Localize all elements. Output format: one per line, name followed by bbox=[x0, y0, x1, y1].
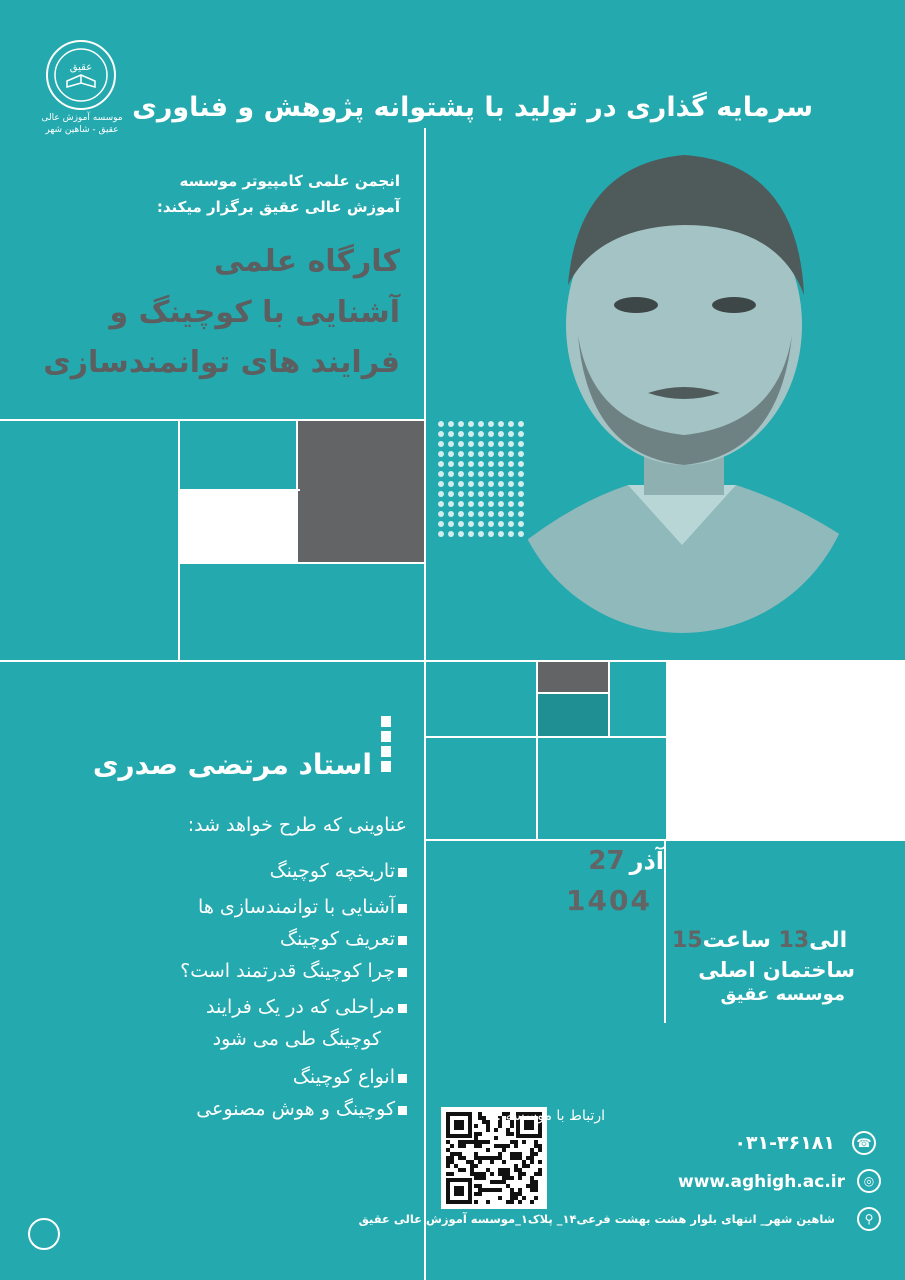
dot bbox=[518, 501, 524, 507]
dot bbox=[478, 521, 484, 527]
dot bbox=[478, 531, 484, 537]
topic-bullet bbox=[398, 968, 407, 977]
event-time-from: 13 bbox=[778, 928, 810, 953]
dot bbox=[458, 441, 464, 447]
dot bbox=[508, 481, 514, 487]
dot bbox=[488, 431, 494, 437]
dot bbox=[498, 521, 504, 527]
dot bbox=[468, 481, 474, 487]
dot bbox=[508, 531, 514, 537]
dot bbox=[518, 471, 524, 477]
speaker-marker bbox=[381, 716, 391, 780]
dot bbox=[448, 451, 454, 457]
speaker-name: استاد مرتضی صدری bbox=[92, 748, 372, 781]
dot bbox=[438, 471, 444, 477]
dot bbox=[478, 491, 484, 497]
block-divider-vertical bbox=[296, 421, 298, 562]
dot bbox=[458, 421, 464, 427]
dot bbox=[468, 451, 474, 457]
dot bbox=[478, 471, 484, 477]
grid-line-right-blocks-vertical-2 bbox=[608, 660, 610, 738]
book-seal-icon bbox=[51, 45, 111, 105]
dot bbox=[498, 421, 504, 427]
dot bbox=[438, 531, 444, 537]
dot bbox=[478, 461, 484, 467]
dot bbox=[448, 421, 454, 427]
dot bbox=[478, 421, 484, 427]
dot bbox=[488, 531, 494, 537]
dot bbox=[518, 461, 524, 467]
dot bbox=[438, 431, 444, 437]
dot bbox=[438, 481, 444, 487]
dot bbox=[508, 461, 514, 467]
intro-line-1: انجمن علمی کامپیوتر موسسه bbox=[179, 172, 400, 190]
topic-bullet bbox=[398, 1074, 407, 1083]
logo-caption-line2: عقیق - شاهین شهر bbox=[45, 125, 119, 135]
topic-item: تاریخچه کوچینگ bbox=[269, 860, 395, 882]
dot bbox=[448, 511, 454, 517]
contact-address: شاهین شهر_ انتهای بلوار هشت بهشت فرعی۱۴_ پلاک۱_موسسه آموزش عالی عقیق bbox=[358, 1212, 835, 1226]
dot bbox=[448, 531, 454, 537]
dot bbox=[488, 501, 494, 507]
event-year: 1404 bbox=[566, 884, 652, 917]
gray-block-upper bbox=[298, 421, 424, 562]
dot bbox=[438, 491, 444, 497]
dot bbox=[438, 421, 444, 427]
topic-item: چرا کوچینگ قدرتمند است؟ bbox=[180, 960, 395, 982]
dot bbox=[458, 481, 464, 487]
block-divider-small bbox=[536, 692, 610, 694]
topic-bullet bbox=[398, 936, 407, 945]
dot bbox=[468, 421, 474, 427]
topic-item: تعریف کوچینگ bbox=[279, 928, 395, 950]
dot bbox=[448, 471, 454, 477]
speaker-photo bbox=[508, 135, 856, 633]
dot bbox=[488, 461, 494, 467]
dot bbox=[458, 461, 464, 467]
dot bbox=[518, 531, 524, 537]
dot bbox=[488, 441, 494, 447]
dot bbox=[448, 441, 454, 447]
white-block-upper bbox=[180, 490, 296, 562]
headline: سرمایه گذاری در تولید با پشتوانه پژوهش و فناوری bbox=[132, 92, 813, 123]
event-month: آذر bbox=[629, 847, 664, 875]
dot bbox=[448, 431, 454, 437]
dot bbox=[478, 511, 484, 517]
dot bbox=[448, 491, 454, 497]
white-block-right bbox=[666, 662, 905, 839]
dot bbox=[488, 491, 494, 497]
phone-icon: ☎ bbox=[852, 1131, 876, 1155]
dark-teal-block bbox=[538, 694, 608, 736]
dot bbox=[508, 501, 514, 507]
logo-caption bbox=[40, 112, 124, 136]
grid-line-vertical-center bbox=[424, 128, 426, 1280]
dot bbox=[468, 441, 474, 447]
topic-item: انواع کوچینگ bbox=[292, 1066, 395, 1088]
topic-bullet bbox=[398, 904, 407, 913]
event-time bbox=[672, 928, 847, 953]
dot bbox=[508, 521, 514, 527]
dot bbox=[448, 521, 454, 527]
dot bbox=[518, 421, 524, 427]
contact-phone[interactable]: ۰۳۱-۳۶۱۸۱ bbox=[734, 1132, 835, 1154]
event-date bbox=[534, 846, 664, 876]
topic-item: مراحلی که در یک فرایند bbox=[206, 996, 395, 1018]
dot bbox=[498, 491, 504, 497]
dot bbox=[468, 511, 474, 517]
topic-bullet bbox=[398, 1106, 407, 1115]
topic-item: کوچینگ و هوش مصنوعی bbox=[196, 1098, 395, 1120]
dot bbox=[438, 451, 444, 457]
dot bbox=[478, 431, 484, 437]
dot bbox=[488, 471, 494, 477]
dot bbox=[468, 491, 474, 497]
dot bbox=[438, 521, 444, 527]
intro-line-2: آموزش عالی عقیق برگزار میکند: bbox=[156, 198, 400, 216]
event-time-prefix: ساعت bbox=[702, 928, 771, 953]
dot bbox=[488, 481, 494, 487]
dot bbox=[518, 521, 524, 527]
event-time-mid: الی bbox=[809, 928, 848, 953]
dot bbox=[498, 531, 504, 537]
dot bbox=[508, 431, 514, 437]
gray-block-small bbox=[538, 662, 608, 692]
dot bbox=[478, 451, 484, 457]
dot bbox=[468, 471, 474, 477]
dot bbox=[458, 451, 464, 457]
logo-text: عقیق bbox=[69, 62, 93, 73]
dot bbox=[498, 461, 504, 467]
dot bbox=[508, 471, 514, 477]
dot bbox=[518, 431, 524, 437]
dot bbox=[498, 471, 504, 477]
dot bbox=[468, 531, 474, 537]
dot bbox=[478, 481, 484, 487]
topic-bullet bbox=[398, 1004, 407, 1013]
block-divider bbox=[178, 489, 300, 491]
dot bbox=[458, 491, 464, 497]
grid-line-blocks-bottom bbox=[178, 562, 425, 564]
event-day: 27 bbox=[588, 846, 625, 876]
dot bbox=[448, 481, 454, 487]
dot bbox=[518, 441, 524, 447]
dot bbox=[438, 461, 444, 467]
topic-item: آشنایی با توانمندسازی ها bbox=[198, 896, 395, 918]
dot bbox=[488, 451, 494, 457]
event-time-to: 15 bbox=[672, 928, 703, 953]
dot bbox=[498, 501, 504, 507]
institute-logo bbox=[46, 40, 116, 110]
dot bbox=[508, 441, 514, 447]
dot bbox=[488, 521, 494, 527]
decorative-dot-grid bbox=[436, 419, 528, 546]
dot bbox=[508, 511, 514, 517]
dot bbox=[508, 491, 514, 497]
dot bbox=[458, 511, 464, 517]
topic-bullet bbox=[398, 868, 407, 877]
dot bbox=[498, 481, 504, 487]
event-place-line-1: ساختمان اصلی bbox=[698, 958, 855, 982]
dot bbox=[508, 451, 514, 457]
dot bbox=[468, 431, 474, 437]
event-place-line-2: موسسه عقیق bbox=[720, 984, 845, 1005]
dot bbox=[478, 501, 484, 507]
dot bbox=[458, 471, 464, 477]
dot bbox=[448, 461, 454, 467]
designer-signature-icon bbox=[28, 1218, 60, 1250]
dot bbox=[518, 511, 524, 517]
dot bbox=[458, 531, 464, 537]
dot bbox=[518, 481, 524, 487]
topic-item-continued: کوچینگ طی می شود bbox=[212, 1028, 381, 1050]
dot bbox=[458, 431, 464, 437]
globe-icon: ◎ bbox=[857, 1169, 881, 1193]
dot bbox=[468, 501, 474, 507]
dot bbox=[478, 441, 484, 447]
contact-label: ارتباط با موسسه : bbox=[496, 1108, 605, 1124]
dot bbox=[448, 501, 454, 507]
logo-caption-line1: موسسه آموزش عالی bbox=[41, 113, 123, 123]
workshop-title-line-1: کارگاه علمی bbox=[213, 244, 400, 279]
workshop-title-line-2: آشنایی با کوچینگ و bbox=[109, 295, 400, 330]
dot bbox=[438, 511, 444, 517]
dot bbox=[438, 441, 444, 447]
dot bbox=[458, 501, 464, 507]
contact-website[interactable]: www.aghigh.ac.ir bbox=[677, 1172, 845, 1192]
grid-line-right-blocks bbox=[424, 736, 666, 738]
location-pin-icon: ⚲ bbox=[857, 1207, 881, 1231]
grid-line-lower-center bbox=[664, 839, 666, 1023]
workshop-title-line-3: فرایند های توانمندسازی bbox=[43, 345, 400, 380]
dot bbox=[498, 451, 504, 457]
dot bbox=[518, 451, 524, 457]
dot bbox=[468, 461, 474, 467]
dot bbox=[508, 421, 514, 427]
dot bbox=[438, 501, 444, 507]
dot bbox=[458, 521, 464, 527]
dot bbox=[468, 521, 474, 527]
dot bbox=[498, 431, 504, 437]
dot bbox=[518, 491, 524, 497]
dot bbox=[488, 421, 494, 427]
dot bbox=[488, 511, 494, 517]
topics-heading: عناوینی که طرح خواهد شد: bbox=[187, 814, 407, 836]
dot bbox=[498, 441, 504, 447]
dot bbox=[498, 511, 504, 517]
